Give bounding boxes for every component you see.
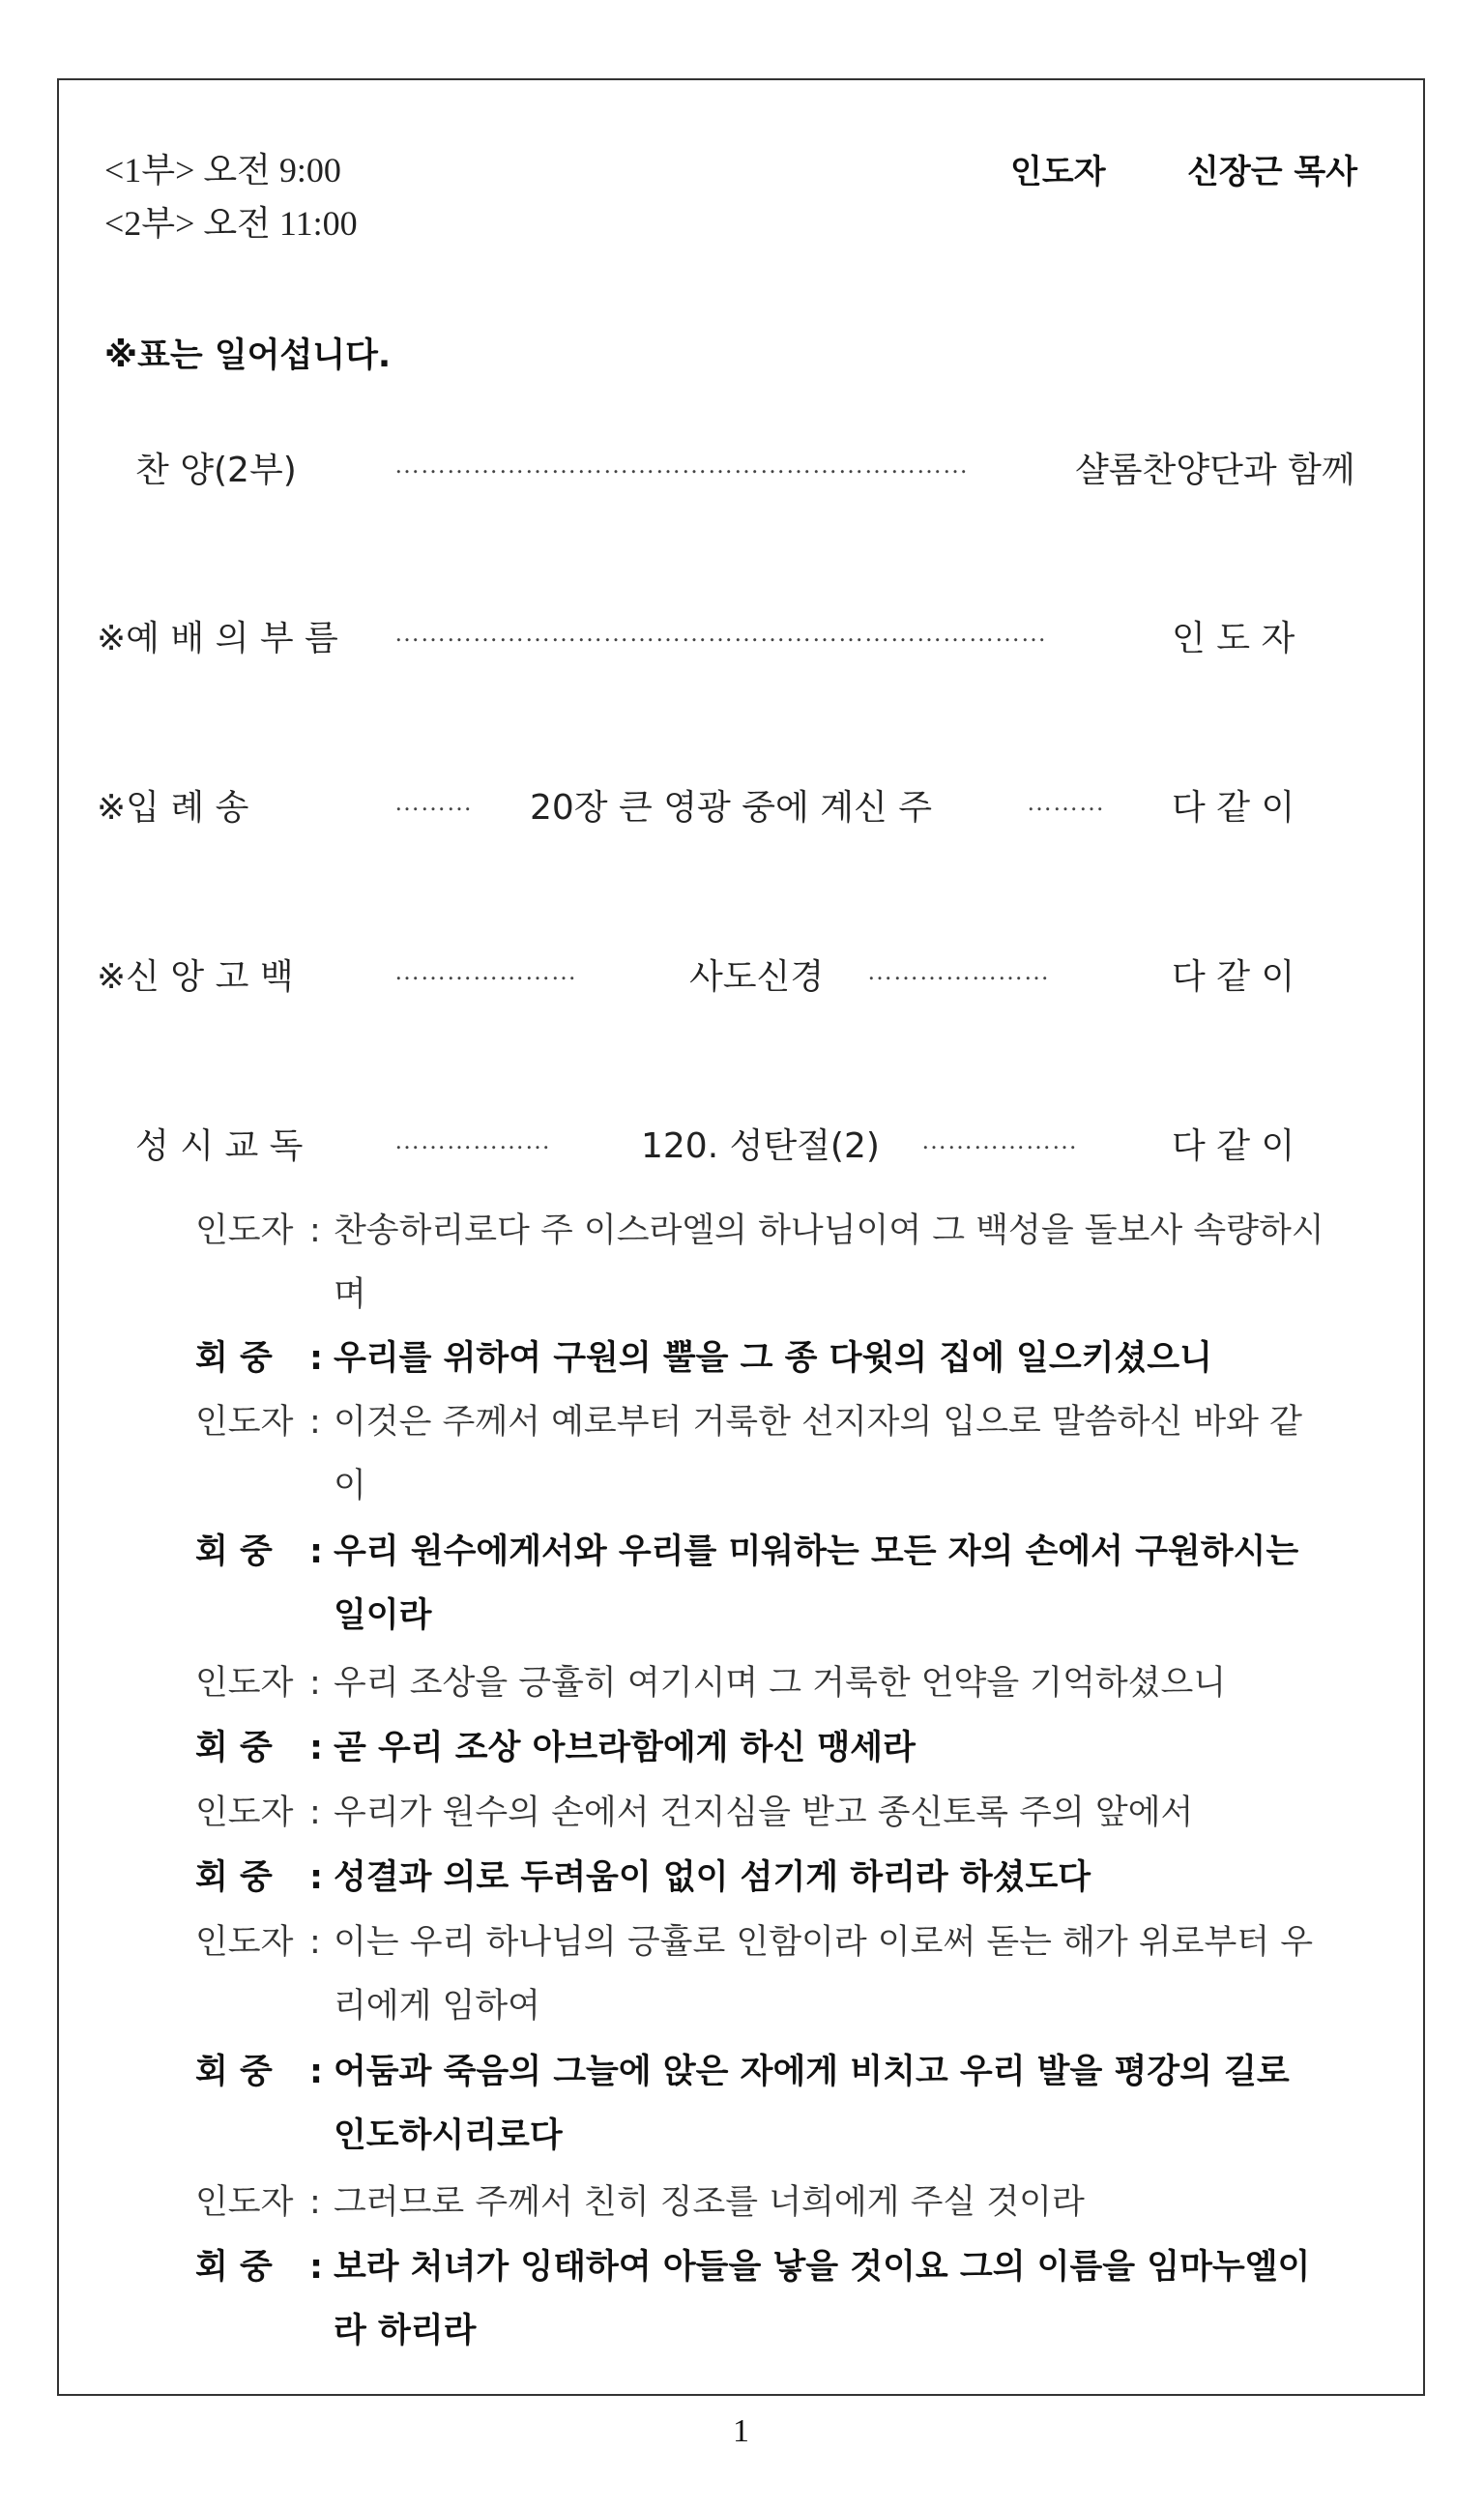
order-item-right: 다 같 이 <box>1172 957 1295 997</box>
reading-row: 인도자 : 이는 우리 하나님의 긍휼로 인함이라 이로써 돋는 해가 위로부터 우리에게 임하여 <box>195 1911 1336 2038</box>
reading-role: 회 중 <box>195 1729 273 1767</box>
reading-role: 인도자 <box>195 1923 294 1962</box>
leader-dots: ………………………………………………………………… <box>394 619 1047 647</box>
order-item-name: ※입 례 송 <box>97 788 249 828</box>
service-time-2: <2부> 오전 11:00 <box>104 204 358 243</box>
reading-row: 인도자 : 우리가 원수의 손에서 건지심을 받고 종신토록 주의 앞에서 <box>195 1781 1336 1845</box>
standing-note: ※표는 일어섭니다. <box>104 336 392 375</box>
order-item-center: 120. 성탄절(2) <box>641 1126 880 1166</box>
order-item-right: 다 같 이 <box>1172 1126 1295 1166</box>
reading-row: 인도자 : 그러므로 주께서 친히 징조를 너희에게 주실 것이라 <box>195 2171 1336 2234</box>
reading-text: 우리가 원수의 손에서 건지심을 받고 종신토록 주의 앞에서 <box>334 1794 1194 1832</box>
reading-row: 인도자 : 찬송하리로다 주 이스라엘의 하나님이여 그 백성을 돌보사 속량하시며 <box>195 1199 1336 1327</box>
reading-text: 그러므로 주께서 친히 징조를 너희에게 주실 것이라 <box>334 2183 1085 2222</box>
leader-name: 신장근 목사 <box>1187 153 1358 191</box>
leader-dots: ……………… <box>921 1126 1078 1154</box>
reading-text: 이는 우리 하나님의 긍휼로 인함이라 이로써 돋는 해가 위로부터 우리에게 임하여 <box>334 1923 1314 2026</box>
leader-dots: ……… <box>394 788 473 816</box>
reading-text: 우리 조상을 긍휼히 여기시며 그 거룩한 언약을 기억하셨으니 <box>334 1664 1227 1703</box>
reading-role: 인도자 <box>195 1211 294 1250</box>
reading-role: 회 중 <box>195 1339 273 1378</box>
reading-row: 회 중 : 어둠과 죽음의 그늘에 앉은 자에게 비치고 우리 발을 평강의 길로 인도하시리로다 <box>195 2040 1336 2168</box>
reading-role: 인도자 <box>195 1664 294 1703</box>
order-item-name: ※예 배 의 부 름 <box>97 619 338 658</box>
reading-role: 회 중 <box>195 2053 273 2091</box>
order-item-name: 찬 양(2부) <box>135 451 297 490</box>
reading-text: 우리 원수에게서와 우리를 미워하는 모든 자의 손에서 구원하시는 일이라 <box>334 1532 1299 1635</box>
reading-role: 회 중 <box>195 1532 273 1571</box>
reading-text: 어둠과 죽음의 그늘에 앉은 자에게 비치고 우리 발을 평강의 길로 인도하시리로다 <box>334 2053 1290 2155</box>
page-number: 1 <box>733 2413 749 2449</box>
leader-dots: ……… <box>1027 788 1105 816</box>
reading-row: 회 중 : 우리 원수에게서와 우리를 미워하는 모든 자의 손에서 구원하시는 일이라 <box>195 1520 1336 1648</box>
reading-role: 인도자 <box>195 1403 294 1442</box>
reading-row: 인도자 : 우리 조상을 긍휼히 여기시며 그 거룩한 언약을 기억하셨으니 <box>195 1651 1336 1715</box>
reading-row: 회 중 : 우리를 위하여 구원의 뿔을 그 종 다윗의 집에 일으키셨으니 <box>195 1327 1336 1390</box>
service-time-1: <1부> 오전 9:00 <box>104 151 341 190</box>
reading-row: 회 중 : 곧 우리 조상 아브라함에게 하신 맹세라 <box>195 1716 1336 1780</box>
reading-role: 회 중 <box>195 2248 273 2287</box>
leader-label: 인도자 <box>1010 153 1106 191</box>
order-item-right: 인 도 자 <box>1172 619 1295 658</box>
leader-dots: ………………… <box>394 957 577 985</box>
reading-text: 성결과 의로 두려움이 없이 섬기게 하리라 하셨도다 <box>334 1858 1091 1897</box>
leader-dots: ……………… <box>394 1126 551 1154</box>
order-item-center: 20장 큰 영광 중에 계신 주 <box>530 788 933 828</box>
leader-dots: ………………………………………………………… <box>394 451 969 479</box>
order-item-center: 사도신경 <box>689 957 825 997</box>
reading-text: 이것은 주께서 예로부터 거룩한 선지자의 입으로 말씀하신 바와 같이 <box>334 1403 1302 1505</box>
reading-text: 우리를 위하여 구원의 뿔을 그 종 다윗의 집에 일으키셨으니 <box>334 1339 1212 1378</box>
reading-text: 보라 처녀가 잉태하여 아들을 낳을 것이요 그의 이름을 임마누엘이라 하리라 <box>334 2248 1311 2350</box>
reading-role: 인도자 <box>195 1794 294 1832</box>
order-item-name: 성 시 교 독 <box>135 1126 304 1166</box>
order-item-right: 다 같 이 <box>1172 788 1295 828</box>
reading-row: 회 중 : 보라 처녀가 잉태하여 아들을 낳을 것이요 그의 이름을 임마누엘이라 하리라 <box>195 2235 1336 2363</box>
order-item-right: 샬롬찬양단과 함께 <box>1075 451 1355 490</box>
reading-row: 회 중 : 성결과 의로 두려움이 없이 섬기게 하리라 하셨도다 <box>195 1846 1336 1910</box>
reading-text: 곧 우리 조상 아브라함에게 하신 맹세라 <box>334 1729 916 1767</box>
order-item-name: ※신 앙 고 백 <box>97 957 294 997</box>
reading-text: 찬송하리로다 주 이스라엘의 하나님이여 그 백성을 돌보사 속량하시며 <box>334 1211 1324 1314</box>
leader-dots: ………………… <box>867 957 1050 985</box>
reading-row: 인도자 : 이것은 주께서 예로부터 거룩한 선지자의 입으로 말씀하신 바와 같이 <box>195 1390 1336 1518</box>
reading-role: 인도자 <box>195 2183 294 2222</box>
reading-role: 회 중 <box>195 1858 273 1897</box>
